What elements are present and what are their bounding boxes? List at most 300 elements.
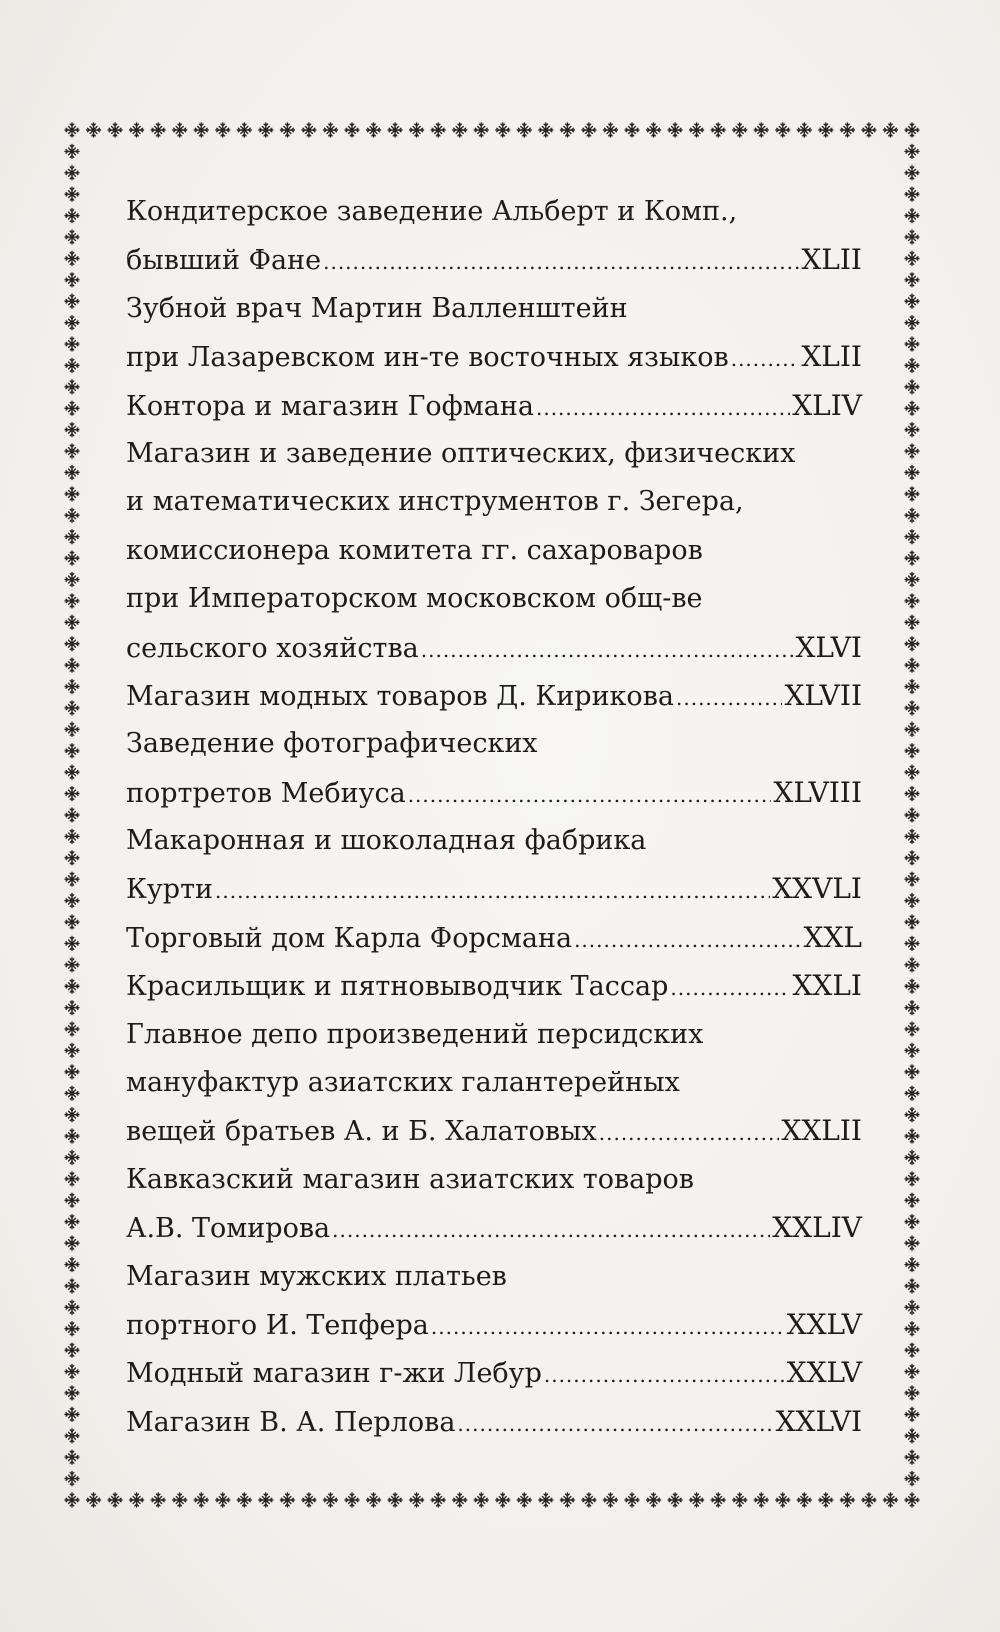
toc-page-number: XLII — [801, 340, 862, 374]
snowflake-star-icon — [905, 701, 919, 715]
snowflake-star-icon — [905, 915, 919, 929]
snowflake-star-icon — [65, 936, 79, 950]
snowflake-star-icon — [905, 380, 919, 394]
snowflake-star-icon — [905, 251, 919, 265]
snowflake-star-icon — [905, 1472, 919, 1486]
toc-entry-text: Магазин модных товаров Д. Кирикова — [126, 680, 674, 712]
snowflake-star-icon — [367, 1493, 381, 1507]
snowflake-star-icon — [65, 1215, 79, 1229]
snowflake-star-icon — [151, 123, 165, 137]
snowflake-star-icon — [905, 1215, 919, 1229]
toc-entry-last-line — [126, 236, 862, 284]
snowflake-star-icon — [65, 680, 79, 694]
toc-page-number: XXL — [803, 920, 862, 954]
snowflake-star-icon — [65, 423, 79, 437]
toc-entry — [126, 720, 862, 817]
snowflake-star-icon — [905, 337, 919, 351]
snowflake-star-icon — [367, 123, 381, 137]
snowflake-star-icon — [65, 1429, 79, 1443]
toc-entry — [126, 672, 862, 720]
toc-entry-text: при Лазаревском ин-те восточных языков — [126, 342, 729, 374]
snowflake-star-icon — [65, 1279, 79, 1293]
dot-leader — [431, 1303, 785, 1351]
snowflake-star-icon — [410, 1493, 424, 1507]
toc-entry-last-line — [126, 624, 862, 672]
snowflake-star-icon — [905, 573, 919, 587]
toc-page-number: XLVI — [795, 630, 862, 664]
snowflake-star-icon — [840, 1493, 854, 1507]
snowflake-star-icon — [776, 123, 790, 137]
snowflake-star-icon — [905, 1236, 919, 1250]
snowflake-star-icon — [65, 722, 79, 736]
snowflake-star-icon — [431, 1493, 445, 1507]
snowflake-star-icon — [65, 1407, 79, 1421]
snowflake-star-icon — [905, 1065, 919, 1079]
toc-entry-line — [126, 1156, 862, 1204]
toc-entry-last-line — [126, 382, 862, 430]
toc-entry-last-line — [126, 962, 862, 1010]
snowflake-star-icon — [905, 722, 919, 736]
snowflake-star-icon — [388, 123, 402, 137]
snowflake-star-icon — [647, 1493, 661, 1507]
dot-leader — [332, 1206, 770, 1254]
snowflake-star-icon — [453, 1493, 467, 1507]
toc-entry-line — [126, 720, 862, 768]
snowflake-star-icon — [65, 615, 79, 629]
snowflake-star-icon — [905, 508, 919, 522]
snowflake-star-icon — [65, 915, 79, 929]
snowflake-star-icon — [840, 123, 854, 137]
snowflake-star-icon — [560, 123, 574, 137]
snowflake-star-icon — [582, 123, 596, 137]
snowflake-star-icon — [905, 1386, 919, 1400]
snowflake-star-icon — [905, 294, 919, 308]
snowflake-star-icon — [65, 209, 79, 223]
snowflake-star-icon — [65, 1300, 79, 1314]
snowflake-star-icon — [65, 144, 79, 158]
toc-entry — [126, 962, 862, 1010]
snowflake-star-icon — [65, 1151, 79, 1165]
dot-leader — [670, 964, 790, 1012]
snowflake-star-icon — [905, 615, 919, 629]
toc-entry — [126, 188, 862, 285]
dot-leader — [323, 238, 799, 286]
snowflake-star-icon — [87, 123, 101, 137]
snowflake-star-icon — [65, 530, 79, 544]
dot-leader — [676, 674, 782, 722]
snowflake-star-icon — [905, 1493, 919, 1507]
snowflake-star-icon — [87, 1493, 101, 1507]
toc-entry-text: Торговый дом Карла Форсмана — [126, 922, 573, 954]
snowflake-star-icon — [905, 401, 919, 415]
snowflake-star-icon — [431, 123, 445, 137]
snowflake-star-icon — [776, 1493, 790, 1507]
snowflake-star-icon — [259, 1493, 273, 1507]
snowflake-star-icon — [905, 1343, 919, 1357]
snowflake-star-icon — [905, 1129, 919, 1143]
toc-entry-line — [126, 478, 862, 526]
snowflake-star-icon — [194, 1493, 208, 1507]
toc-entry-last-line — [126, 1398, 862, 1446]
snowflake-star-icon — [388, 1493, 402, 1507]
snowflake-star-icon — [65, 508, 79, 522]
toc-entry-text: комиссионера комитета гг. сахароваров — [126, 534, 703, 566]
snowflake-star-icon — [905, 1365, 919, 1379]
snowflake-star-icon — [302, 1493, 316, 1507]
snowflake-star-icon — [905, 1193, 919, 1207]
snowflake-star-icon — [905, 979, 919, 993]
toc-entry — [126, 817, 862, 914]
toc-entry-text: А.В. Томирова — [126, 1213, 331, 1245]
snowflake-star-icon — [65, 166, 79, 180]
dot-leader — [421, 626, 794, 674]
snowflake-star-icon — [216, 123, 230, 137]
snowflake-star-icon — [410, 123, 424, 137]
snowflake-star-icon — [905, 658, 919, 672]
snowflake-star-icon — [905, 1151, 919, 1165]
snowflake-star-icon — [582, 1493, 596, 1507]
snowflake-star-icon — [754, 123, 768, 137]
snowflake-star-icon — [905, 230, 919, 244]
snowflake-star-icon — [65, 851, 79, 865]
snowflake-star-icon — [905, 1407, 919, 1421]
snowflake-star-icon — [216, 1493, 230, 1507]
snowflake-star-icon — [690, 1493, 704, 1507]
snowflake-star-icon — [905, 765, 919, 779]
snowflake-star-icon — [711, 1493, 725, 1507]
snowflake-star-icon — [668, 1493, 682, 1507]
toc-entry — [126, 914, 862, 962]
snowflake-star-icon — [65, 273, 79, 287]
snowflake-star-icon — [65, 1193, 79, 1207]
snowflake-star-icon — [65, 551, 79, 565]
snowflake-star-icon — [65, 1043, 79, 1057]
snowflake-star-icon — [905, 487, 919, 501]
snowflake-star-icon — [453, 123, 467, 137]
snowflake-star-icon — [905, 1322, 919, 1336]
snowflake-star-icon — [905, 1172, 919, 1186]
snowflake-star-icon — [259, 123, 273, 137]
snowflake-star-icon — [280, 1493, 294, 1507]
snowflake-star-icon — [130, 1493, 144, 1507]
snowflake-star-icon — [797, 1493, 811, 1507]
snowflake-star-icon — [905, 530, 919, 544]
snowflake-star-icon — [237, 123, 251, 137]
snowflake-star-icon — [862, 123, 876, 137]
snowflake-star-icon — [65, 1450, 79, 1464]
snowflake-star-icon — [905, 123, 919, 137]
snowflake-star-icon — [65, 230, 79, 244]
snowflake-star-icon — [905, 829, 919, 843]
snowflake-star-icon — [905, 1108, 919, 1122]
toc-page-number: XXLV — [786, 1356, 862, 1390]
snowflake-star-icon — [539, 123, 553, 137]
snowflake-star-icon — [905, 1001, 919, 1015]
snowflake-star-icon — [65, 765, 79, 779]
snowflake-star-icon — [65, 1022, 79, 1036]
snowflake-star-icon — [65, 466, 79, 480]
toc-entry-text: и математических инструментов г. Зегера, — [126, 486, 744, 518]
toc-entry-text: Заведение фотографических — [126, 728, 538, 760]
snowflake-star-icon — [65, 316, 79, 330]
toc-entry — [126, 430, 862, 672]
snowflake-star-icon — [65, 829, 79, 843]
dot-leader — [408, 771, 772, 819]
toc-entry-last-line — [126, 1204, 862, 1252]
snowflake-star-icon — [862, 1493, 876, 1507]
toc-entry-text: портного И. Тепфера — [126, 1309, 429, 1341]
toc-entry-text: сельского хозяйства — [126, 632, 419, 664]
toc-entry-line — [126, 817, 862, 865]
toc-entry-text: мануфактур азиатских галантерейных — [126, 1067, 680, 1099]
snowflake-star-icon — [65, 444, 79, 458]
toc-entry-text: Магазин В. А. Перлова — [126, 1406, 456, 1438]
toc-entry-last-line — [126, 672, 862, 720]
snowflake-star-icon — [496, 1493, 510, 1507]
toc-entry-last-line — [126, 769, 862, 817]
toc-entry — [126, 1398, 862, 1446]
snowflake-star-icon — [65, 573, 79, 587]
snowflake-star-icon — [905, 851, 919, 865]
toc-entry-text: бывший Фане — [126, 245, 322, 277]
snowflake-star-icon — [65, 1386, 79, 1400]
snowflake-star-icon — [65, 1108, 79, 1122]
snowflake-star-icon — [905, 958, 919, 972]
snowflake-star-icon — [905, 144, 919, 158]
snowflake-star-icon — [539, 1493, 553, 1507]
snowflake-star-icon — [905, 187, 919, 201]
snowflake-star-icon — [517, 123, 531, 137]
snowflake-star-icon — [883, 1493, 897, 1507]
snowflake-star-icon — [905, 273, 919, 287]
snowflake-star-icon — [905, 872, 919, 886]
snowflake-star-icon — [905, 787, 919, 801]
table-of-contents — [126, 188, 862, 1446]
toc-entry-last-line — [126, 914, 862, 962]
snowflake-star-icon — [905, 1300, 919, 1314]
snowflake-star-icon — [905, 1258, 919, 1272]
snowflake-star-icon — [65, 294, 79, 308]
snowflake-star-icon — [65, 1258, 79, 1272]
snowflake-star-icon — [474, 1493, 488, 1507]
toc-entry-text: при Императорском московском общ-ве — [126, 583, 703, 615]
toc-entry-text: Курти — [126, 874, 213, 906]
snowflake-star-icon — [65, 701, 79, 715]
snowflake-star-icon — [280, 123, 294, 137]
snowflake-star-icon — [905, 808, 919, 822]
snowflake-star-icon — [625, 123, 639, 137]
snowflake-star-icon — [560, 1493, 574, 1507]
toc-entry-line — [126, 527, 862, 575]
dot-leader — [599, 1109, 780, 1157]
snowflake-star-icon — [65, 594, 79, 608]
snowflake-star-icon — [905, 316, 919, 330]
toc-entry-text: Кондитерское заведение Альберт и Комп., — [126, 196, 738, 227]
snowflake-star-icon — [905, 1043, 919, 1057]
snowflake-star-icon — [797, 123, 811, 137]
toc-entry — [126, 1349, 862, 1397]
toc-entry-last-line — [126, 1107, 862, 1155]
snowflake-star-icon — [173, 1493, 187, 1507]
snowflake-star-icon — [65, 658, 79, 672]
toc-page-number: XXVLI — [772, 872, 862, 906]
snowflake-star-icon — [905, 209, 919, 223]
snowflake-star-icon — [905, 466, 919, 480]
toc-page-number: XXLI — [792, 969, 862, 1003]
snowflake-star-icon — [194, 123, 208, 137]
toc-entry-last-line — [126, 1349, 862, 1397]
toc-entry — [126, 382, 862, 430]
toc-entry-line — [126, 1011, 862, 1059]
snowflake-star-icon — [65, 1365, 79, 1379]
snowflake-star-icon — [733, 1493, 747, 1507]
snowflake-star-icon — [130, 123, 144, 137]
dot-leader — [457, 1400, 773, 1448]
snowflake-star-icon — [65, 401, 79, 415]
snowflake-star-icon — [905, 936, 919, 950]
snowflake-star-icon — [65, 487, 79, 501]
toc-entry-line — [126, 430, 862, 478]
snowflake-star-icon — [905, 680, 919, 694]
dot-leader — [544, 1351, 785, 1399]
snowflake-star-icon — [905, 1429, 919, 1443]
snowflake-star-icon — [496, 123, 510, 137]
snowflake-star-icon — [65, 1236, 79, 1250]
toc-entry-text: Контора и магазин Гофмана — [126, 390, 534, 422]
snowflake-star-icon — [65, 787, 79, 801]
snowflake-star-icon — [647, 123, 661, 137]
snowflake-star-icon — [474, 123, 488, 137]
toc-entry-text: портретов Мебиуса — [126, 777, 406, 809]
snowflake-star-icon — [603, 123, 617, 137]
snowflake-star-icon — [819, 1493, 833, 1507]
toc-entry-last-line — [126, 1301, 862, 1349]
toc-entry — [126, 1011, 862, 1156]
toc-entry-text: Макаронная и шоколадная фабрика — [126, 825, 647, 857]
snowflake-star-icon — [65, 358, 79, 372]
toc-entry-line — [126, 1253, 862, 1301]
snowflake-star-icon — [151, 1493, 165, 1507]
snowflake-star-icon — [173, 123, 187, 137]
snowflake-star-icon — [905, 744, 919, 758]
toc-entry-line — [126, 575, 862, 623]
snowflake-star-icon — [819, 123, 833, 137]
snowflake-star-icon — [65, 744, 79, 758]
snowflake-star-icon — [668, 123, 682, 137]
snowflake-star-icon — [65, 1172, 79, 1186]
toc-entry-last-line — [126, 333, 862, 381]
snowflake-star-icon — [905, 423, 919, 437]
snowflake-star-icon — [905, 1279, 919, 1293]
dot-leader — [215, 867, 770, 915]
snowflake-star-icon — [690, 123, 704, 137]
snowflake-star-icon — [65, 979, 79, 993]
toc-entry-text: Кавказский магазин азиатских товаров — [126, 1163, 694, 1195]
toc-page-number: XLIV — [792, 388, 862, 422]
toc-page-number: XLVIII — [773, 775, 862, 809]
snowflake-star-icon — [905, 1450, 919, 1464]
toc-page-number: XLVII — [784, 678, 862, 712]
snowflake-star-icon — [108, 1493, 122, 1507]
toc-entry-last-line — [126, 865, 862, 913]
snowflake-star-icon — [302, 123, 316, 137]
snowflake-star-icon — [65, 958, 79, 972]
toc-entry-text: Зубной врач Мартин Валленштейн — [126, 292, 628, 324]
snowflake-star-icon — [323, 123, 337, 137]
snowflake-star-icon — [733, 123, 747, 137]
snowflake-star-icon — [65, 1472, 79, 1486]
toc-entry-text: Модный магазин г-жи Лебур — [126, 1358, 542, 1390]
snowflake-star-icon — [883, 123, 897, 137]
toc-entry — [126, 1253, 862, 1350]
snowflake-star-icon — [345, 123, 359, 137]
snowflake-star-icon — [905, 637, 919, 651]
snowflake-star-icon — [65, 808, 79, 822]
snowflake-star-icon — [65, 1001, 79, 1015]
snowflake-star-icon — [905, 358, 919, 372]
snowflake-star-icon — [905, 166, 919, 180]
snowflake-star-icon — [905, 444, 919, 458]
snowflake-star-icon — [711, 123, 725, 137]
snowflake-star-icon — [65, 1065, 79, 1079]
snowflake-star-icon — [65, 1322, 79, 1336]
snowflake-star-icon — [905, 1022, 919, 1036]
snowflake-star-icon — [905, 1086, 919, 1100]
toc-entry-line — [126, 285, 862, 333]
snowflake-star-icon — [754, 1493, 768, 1507]
toc-page-number: XXLVI — [775, 1404, 862, 1438]
toc-entry-text: Магазин мужских платьев — [126, 1260, 507, 1292]
snowflake-star-icon — [65, 1493, 79, 1507]
snowflake-star-icon — [65, 187, 79, 201]
snowflake-star-icon — [603, 1493, 617, 1507]
toc-entry-text: Магазин и заведение оптических, физических — [126, 437, 796, 469]
toc-page-number: XXLIV — [772, 1211, 862, 1245]
toc-entry-text: вещей братьев А. и Б. Халатовых — [126, 1116, 597, 1148]
snowflake-star-icon — [65, 1343, 79, 1357]
snowflake-star-icon — [905, 894, 919, 908]
snowflake-star-icon — [108, 123, 122, 137]
snowflake-star-icon — [65, 894, 79, 908]
dot-leader — [731, 335, 800, 383]
snowflake-star-icon — [323, 1493, 337, 1507]
snowflake-star-icon — [905, 551, 919, 565]
toc-page-number: XLII — [801, 243, 862, 277]
dot-leader — [574, 916, 801, 964]
snowflake-star-icon — [237, 1493, 251, 1507]
snowflake-star-icon — [65, 637, 79, 651]
snowflake-star-icon — [517, 1493, 531, 1507]
toc-entry-text: Главное депо произведений персидских — [126, 1018, 704, 1050]
toc-entry-line — [126, 1059, 862, 1107]
snowflake-star-icon — [65, 872, 79, 886]
snowflake-star-icon — [65, 123, 79, 137]
snowflake-star-icon — [905, 594, 919, 608]
toc-entry-text: Красильщик и пятновыводчик Тассар — [126, 971, 669, 1003]
snowflake-star-icon — [65, 251, 79, 265]
snowflake-star-icon — [65, 380, 79, 394]
snowflake-star-icon — [345, 1493, 359, 1507]
toc-entry — [126, 285, 862, 382]
snowflake-star-icon — [65, 1086, 79, 1100]
snowflake-star-icon — [625, 1493, 639, 1507]
toc-entry-line — [126, 188, 862, 236]
toc-page-number: XXLII — [781, 1114, 862, 1148]
toc-entry — [126, 1156, 862, 1253]
snowflake-star-icon — [65, 1129, 79, 1143]
snowflake-star-icon — [65, 337, 79, 351]
toc-page-number: XXLV — [786, 1307, 862, 1341]
